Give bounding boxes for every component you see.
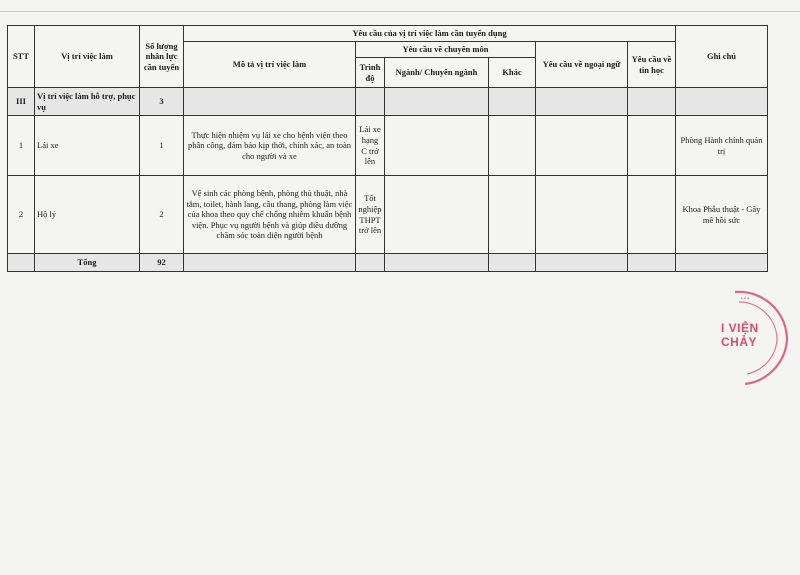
total-quantity: 92	[140, 254, 184, 272]
header-note: Ghi chú	[676, 26, 768, 88]
row-position: Lái xe	[35, 116, 140, 176]
row-other	[489, 176, 536, 254]
svg-text:• • •: • • •	[741, 296, 750, 302]
row-level: Tốt nghiệp THPT trở lên	[356, 176, 385, 254]
row-quantity: 1	[140, 116, 184, 176]
table-row	[8, 176, 768, 254]
total-label: Tổng	[35, 254, 140, 272]
row-stt: 1	[8, 116, 35, 176]
row-other	[489, 116, 536, 176]
seal-line-2: CHẢY	[721, 334, 758, 349]
row-level: Lái xe hạng C trở lên	[356, 116, 385, 176]
page-top-rule	[0, 11, 800, 12]
header-level: Trình độ	[356, 58, 385, 88]
header-language: Yêu cầu về ngoại ngữ	[536, 42, 628, 88]
svg-text:· · · ·: · · · ·	[763, 310, 776, 323]
section-stt: III	[8, 88, 35, 116]
row-major	[385, 116, 489, 176]
header-row-1	[8, 26, 768, 42]
recruitment-table	[7, 25, 768, 272]
section-quantity: 3	[140, 88, 184, 116]
total-row	[8, 254, 768, 272]
row-it	[628, 176, 676, 254]
header-requirements: Yêu cầu của vị trí việc làm cần tuyển dụng	[184, 26, 676, 42]
header-description: Mô tả vị trí việc làm	[184, 42, 356, 88]
section-row	[8, 88, 768, 116]
row-it	[628, 116, 676, 176]
seal-line-1: I VIỆN	[721, 321, 759, 335]
row-major	[385, 176, 489, 254]
row-position: Hộ lý	[35, 176, 140, 254]
header-other: Khác	[489, 58, 536, 88]
row-language	[536, 176, 628, 254]
section-title: Vị trí việc làm hỗ trợ, phục vụ	[35, 88, 140, 116]
table-row	[8, 116, 768, 176]
header-professional: Yêu cầu về chuyên môn	[356, 42, 536, 58]
svg-text:· · ·: · · ·	[758, 363, 769, 374]
row-description: Vệ sinh các phòng bệnh, phòng thủ thuật, nhà tắm, toilet, hành lang, cầu thang, phòng làm việc của khoa theo quy chế chống nhiễm khuẩn bệnh viện. Phục vụ người bệnh và giúp điều dưỡng chăm sóc toàn diện người bệnh	[184, 176, 356, 254]
header-major: Ngành/ Chuyên ngành	[385, 58, 489, 88]
row-description: Thực hiện nhiệm vụ lái xe cho bệnh viện theo phân công, đảm bảo kịp thời, chính xác, an toàn cho người và xe	[184, 116, 356, 176]
row-note: Khoa Phẫu thuật - Gây mê hồi sức	[676, 176, 768, 254]
seal-text	[721, 322, 759, 350]
row-quantity: 2	[140, 176, 184, 254]
row-language	[536, 116, 628, 176]
header-it: Yêu cầu về tin học	[628, 42, 676, 88]
header-stt: STT	[8, 26, 35, 88]
row-note: Phòng Hành chính quản trị	[676, 116, 768, 176]
header-position: Vị trí việc làm	[35, 26, 140, 88]
header-quantity: Số lượng nhân lực cần tuyển	[140, 26, 184, 88]
row-stt: 2	[8, 176, 35, 254]
